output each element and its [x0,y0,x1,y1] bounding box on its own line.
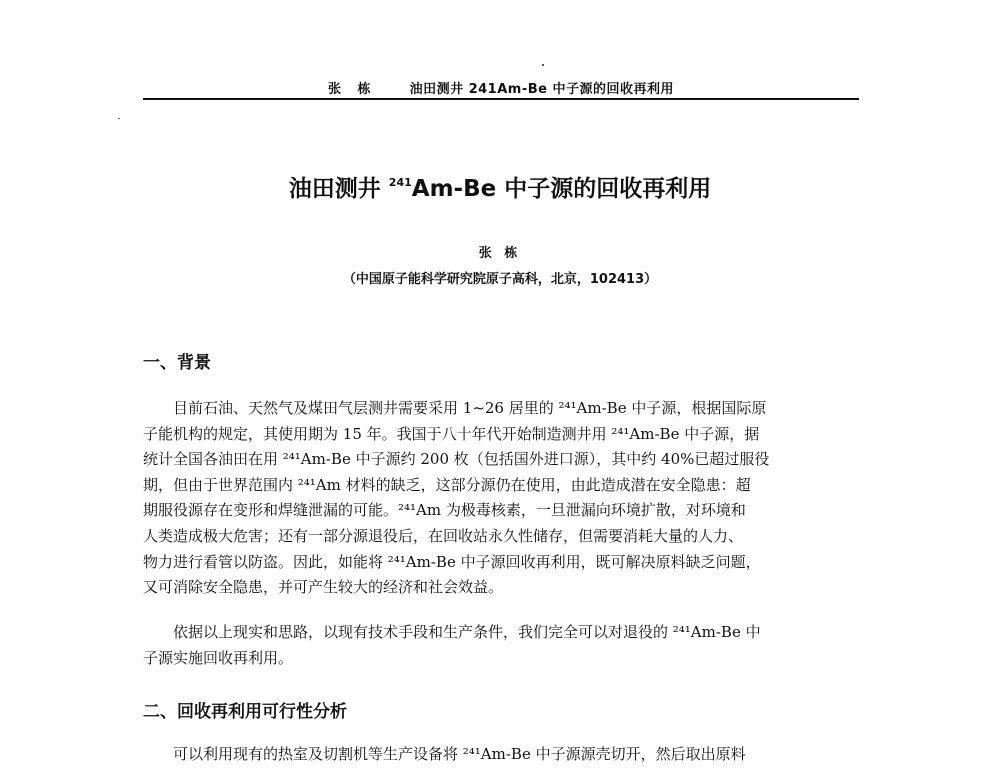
section-heading-background: 一、背景 [143,353,211,373]
running-head-author: 张 栋 [328,82,377,97]
running-head-title: 油田测井 241Am-Be 中子源的回收再利用 [409,82,674,97]
section-heading-feasibility: 二、回收再利用可行性分析 [143,702,347,722]
text-line: 可以利用现有的热室及切割机等生产设备将 ²⁴¹Am-Be 中子源源壳切开，然后取出原料 [173,745,746,763]
text-line: 子源实施回收再利用。 [143,648,294,667]
text-line: 统计全国各油田在用 ²⁴¹Am-Be 中子源约 200 枚（包括国外进口源），其中约 40%已超过服役 [143,450,770,469]
text-line: 人类造成极大危害；还有一部分源退役后，在回收站永久性储存，但需要消耗大量的人力、 [143,526,744,545]
text-line: 期，但由于世界范围内 ²⁴¹Am 材料的缺乏，这部分源仍在使用，由此造成潜在安全隐患：超 [143,475,751,494]
text-line: 目前石油、天然气及煤田气层测井需要采用 1~26 居里的 ²⁴¹Am-Be 中子源，根据国际原 [173,399,767,417]
text-line: 子能机构的规定，其使用期为 15 年。我国于八十年代开始制造测井用 ²⁴¹Am-Be 中子源，据 [143,424,760,443]
title-isotope-sup: 241 [388,176,412,189]
title-part: 油田测井 [288,176,389,202]
paragraph-background [143,396,861,601]
scan-speck [542,64,544,66]
paragraph-conclusion [143,620,861,671]
affiliation: （中国原子能科学研究院原子高科，北京，102413） [342,272,658,287]
text-line: 物力进行看管以防盗。因此，如能将 ²⁴¹Am-Be 中子源回收再利用，既可解决原料缺乏问题， [143,552,761,571]
paragraph-feasibility [143,742,861,768]
paper-title [0,170,1000,203]
scan-speck [118,118,120,119]
header-rule [143,98,859,100]
title-part: Am-Be 中子源的回收再利用 [411,176,712,202]
running-head [143,78,859,97]
author-name: 张 栋 [478,246,522,261]
text-line: 期服役源存在变形和焊缝泄漏的可能。²⁴¹Am 为极毒核素，一旦泄漏向环境扩散，对环境和 [143,501,746,520]
text-line: 依据以上现实和思路，以现有技术手段和生产条件，我们完全可以对退役的 ²⁴¹Am-Be 中 [173,623,761,641]
text-line: 又可消除安全隐患，并可产生较大的经济和社会效益。 [143,578,504,597]
